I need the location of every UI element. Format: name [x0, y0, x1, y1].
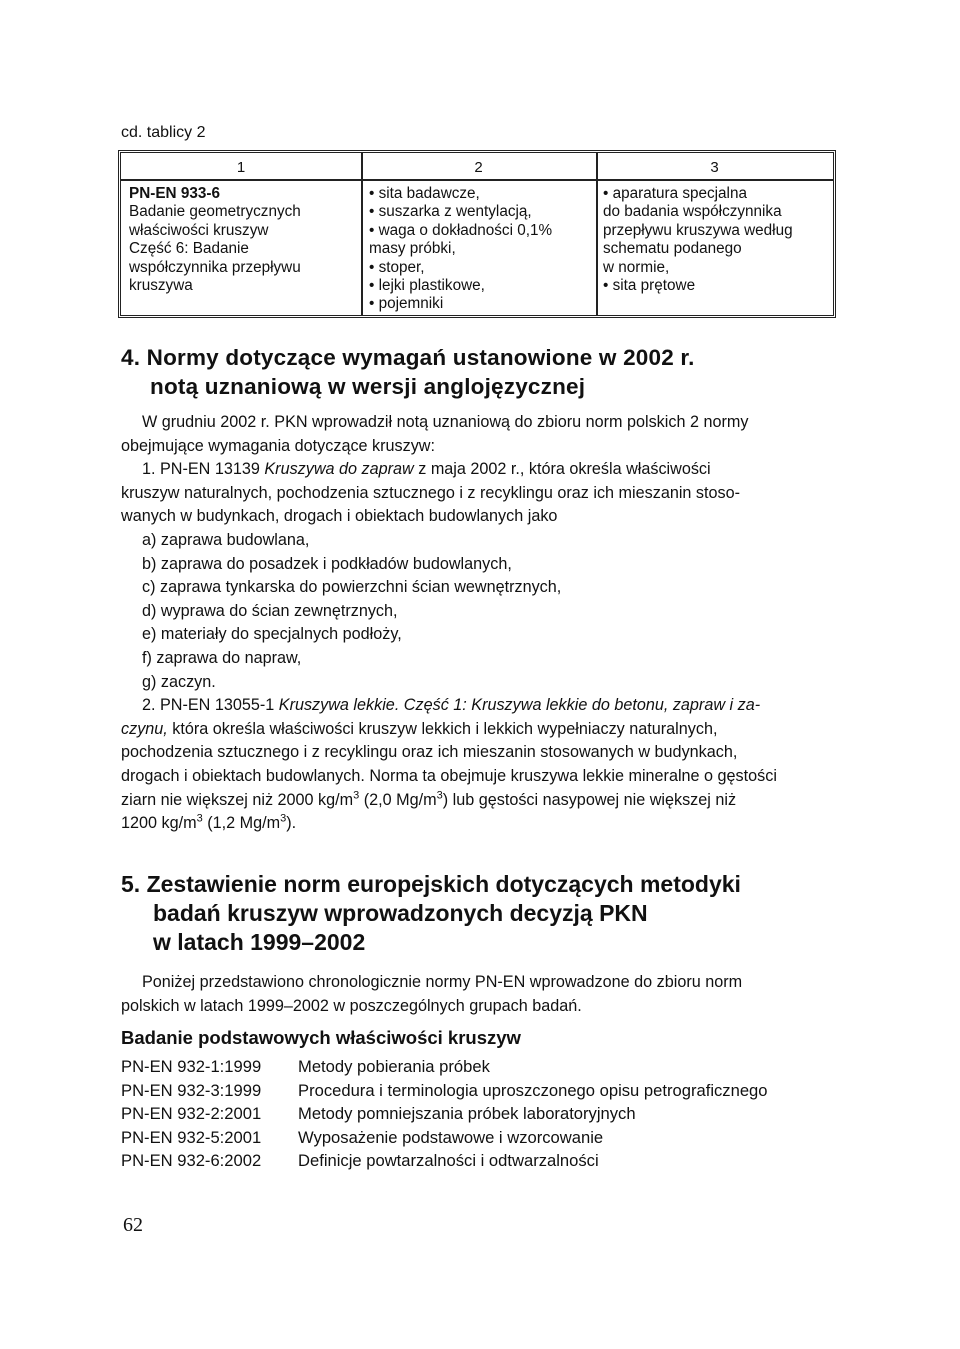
cell-line: Badanie geometrycznych [129, 203, 301, 221]
paragraph-line: W grudniu 2002 r. PKN wprowadził notą uznaniową do zbioru norm polskich 2 normy [142, 413, 749, 431]
cell-line: Część 6: Badanie [129, 240, 249, 258]
paragraph-line: wanych w budynkach, drogach i obiektach budowlanych jako [121, 507, 558, 526]
norm-title: czynu, [121, 719, 168, 738]
equipment-table [118, 150, 836, 318]
norm-code: PN-EN 932-1:1999 [121, 1057, 262, 1076]
superscript: 3 [353, 789, 360, 802]
text-run: ziarn nie większej niż 2000 kg/m [121, 790, 354, 809]
section-4-body [121, 411, 837, 836]
norm-number: 1. PN-EN 13139 [142, 460, 265, 479]
paragraph-line: polskich w latach 1999–2002 w poszczególnych grupach badań. [121, 996, 582, 1015]
norm-item-2 [121, 694, 837, 718]
norm-text: która określa właściwości kruszyw lekkich i lekkich wypełniaczy naturalnych, [167, 719, 718, 738]
cell-line: masy próbki, [369, 240, 456, 258]
norm-row [121, 1102, 768, 1126]
cell-line: • sita prętowe [603, 277, 696, 295]
text-run: (1,2 Mg/m [202, 814, 281, 833]
paragraph-line: obejmujące wymagania dotyczące kruszyw: [121, 436, 435, 455]
heading-line: w latach 1999–2002 [153, 929, 366, 955]
sublist-item: d) wyprawa do ścian zewnętrznych, [142, 601, 398, 620]
paragraph-line [121, 718, 837, 742]
heading-line: notą uznaniową w wersji anglojęzycznej [150, 374, 586, 399]
paragraph-line: pochodzenia sztucznego i z recyklingu oraz ich mieszanin stosowanych w budynkach, [121, 743, 738, 762]
superscript: 3 [280, 812, 287, 825]
norm-code: PN-EN 932-2:2001 [121, 1104, 262, 1123]
table-cell-apparatus [603, 185, 793, 295]
text-run: (2,0 Mg/m [359, 790, 437, 809]
norm-description: Wyposażenie podstawowe i wzorcowanie [298, 1127, 604, 1147]
heading-line: badań kruszyw wprowadzonych decyzją PKN [153, 900, 648, 926]
norm-description: Procedura i terminologia uproszczonego opisu petrograficznego [298, 1080, 768, 1100]
column-divider [361, 153, 363, 315]
norm-item-1 [121, 458, 837, 482]
heading-line: 5. Zestawienie norm europejskich dotyczących metodyki [121, 871, 741, 897]
sublist-item: b) zaprawa do posadzek i podkładów budowlanych, [142, 554, 512, 573]
cell-line: do badania współczynnika [603, 203, 782, 221]
section-5-heading [121, 870, 741, 957]
table-header-3: 3 [710, 159, 719, 176]
paragraph-line: kruszyw naturalnych, pochodzenia sztucznego i z recyklingu oraz ich mieszanin stoso- [121, 483, 741, 502]
table-cell-norm [129, 185, 301, 295]
text-run: ). [286, 814, 297, 833]
cell-line: • pojemniki [369, 295, 444, 313]
paragraph-line [121, 789, 837, 813]
text-run: 1200 kg/m [121, 814, 197, 833]
norm-row [121, 1149, 768, 1173]
norm-row [121, 1055, 768, 1079]
cell-line: schematu podanego [603, 240, 742, 258]
cell-line: • stoper, [369, 258, 425, 276]
section-4-heading [121, 343, 695, 401]
paragraph-line [121, 812, 837, 836]
norm-row [121, 1126, 768, 1150]
norms-list [121, 1055, 768, 1173]
norm-title: Kruszywa do zapraw [264, 460, 414, 479]
section-5-body [121, 971, 837, 1018]
cell-line: • suszarka z wentylacją, [369, 203, 532, 221]
table-header-2: 2 [474, 159, 483, 176]
norm-number: 2. PN-EN 13055-1 [142, 696, 279, 715]
norm-text: z maja 2002 r., która określa właściwości [413, 460, 711, 479]
cell-line: • waga o dokładności 0,1% [369, 221, 553, 239]
table-cell-equipment [369, 185, 552, 314]
table-caption: cd. tablicy 2 [121, 124, 206, 141]
cell-line: właściwości kruszyw [129, 221, 269, 239]
cell-line: • lejki plastikowe, [369, 277, 485, 295]
sublist-item: c) zaprawa tynkarska do powierzchni ścian wewnętrznych, [142, 578, 562, 597]
sublist-item: a) zaprawa budowlana, [142, 530, 310, 549]
norm-title: Kruszywa lekkie. Część 1: Kruszywa lekkie do betonu, zapraw i za- [278, 696, 761, 715]
superscript: 3 [196, 812, 203, 825]
paragraph-line: Poniżej przedstawiono chronologicznie normy PN-EN wprowadzone do zbioru norm [142, 973, 743, 991]
norm-description: Definicje powtarzalności i odtwarzalności [298, 1151, 599, 1170]
cell-line: kruszywa [129, 277, 193, 295]
superscript: 3 [436, 789, 443, 802]
subheading: Badanie podstawowych właściwości kruszyw [121, 1027, 521, 1048]
table-header-1: 1 [236, 159, 246, 176]
sublist-item: g) zaczyn. [142, 672, 216, 691]
sublist-item: f) zaprawa do napraw, [142, 648, 302, 667]
page-number: 62 [123, 1214, 143, 1236]
cell-line: współczynnika przepływu [129, 258, 301, 276]
paragraph-line: drogach i obiektach budowlanych. Norma ta obejmuje kruszywa lekkie mineralne o gęstości [121, 766, 777, 785]
norm-code: PN-EN 932-3:1999 [121, 1080, 262, 1100]
norm-code: PN-EN 932-6:2002 [121, 1151, 262, 1170]
cell-line: w normie, [603, 258, 670, 276]
cell-line: • aparatura specjalna [603, 185, 747, 202]
heading-line: 4. Normy dotyczące wymagań ustanowione w 2002 r. [121, 345, 695, 370]
norm-description: Metody pobierania próbek [298, 1057, 490, 1076]
norm-code: PN-EN 933-6 [129, 185, 220, 202]
norm-code: PN-EN 932-5:2001 [121, 1127, 262, 1147]
cell-line: przepływu kruszywa według [603, 221, 793, 239]
sublist-item: e) materiały do specjalnych podłoży, [142, 625, 402, 644]
cell-line: • sita badawcze, [369, 185, 480, 202]
column-divider [596, 153, 598, 315]
norm-description: Metody pomniejszania próbek laboratoryjnych [298, 1104, 636, 1123]
norm-row [121, 1079, 768, 1103]
text-run: ) lub gęstości nasypowej nie większej niż [442, 790, 737, 809]
